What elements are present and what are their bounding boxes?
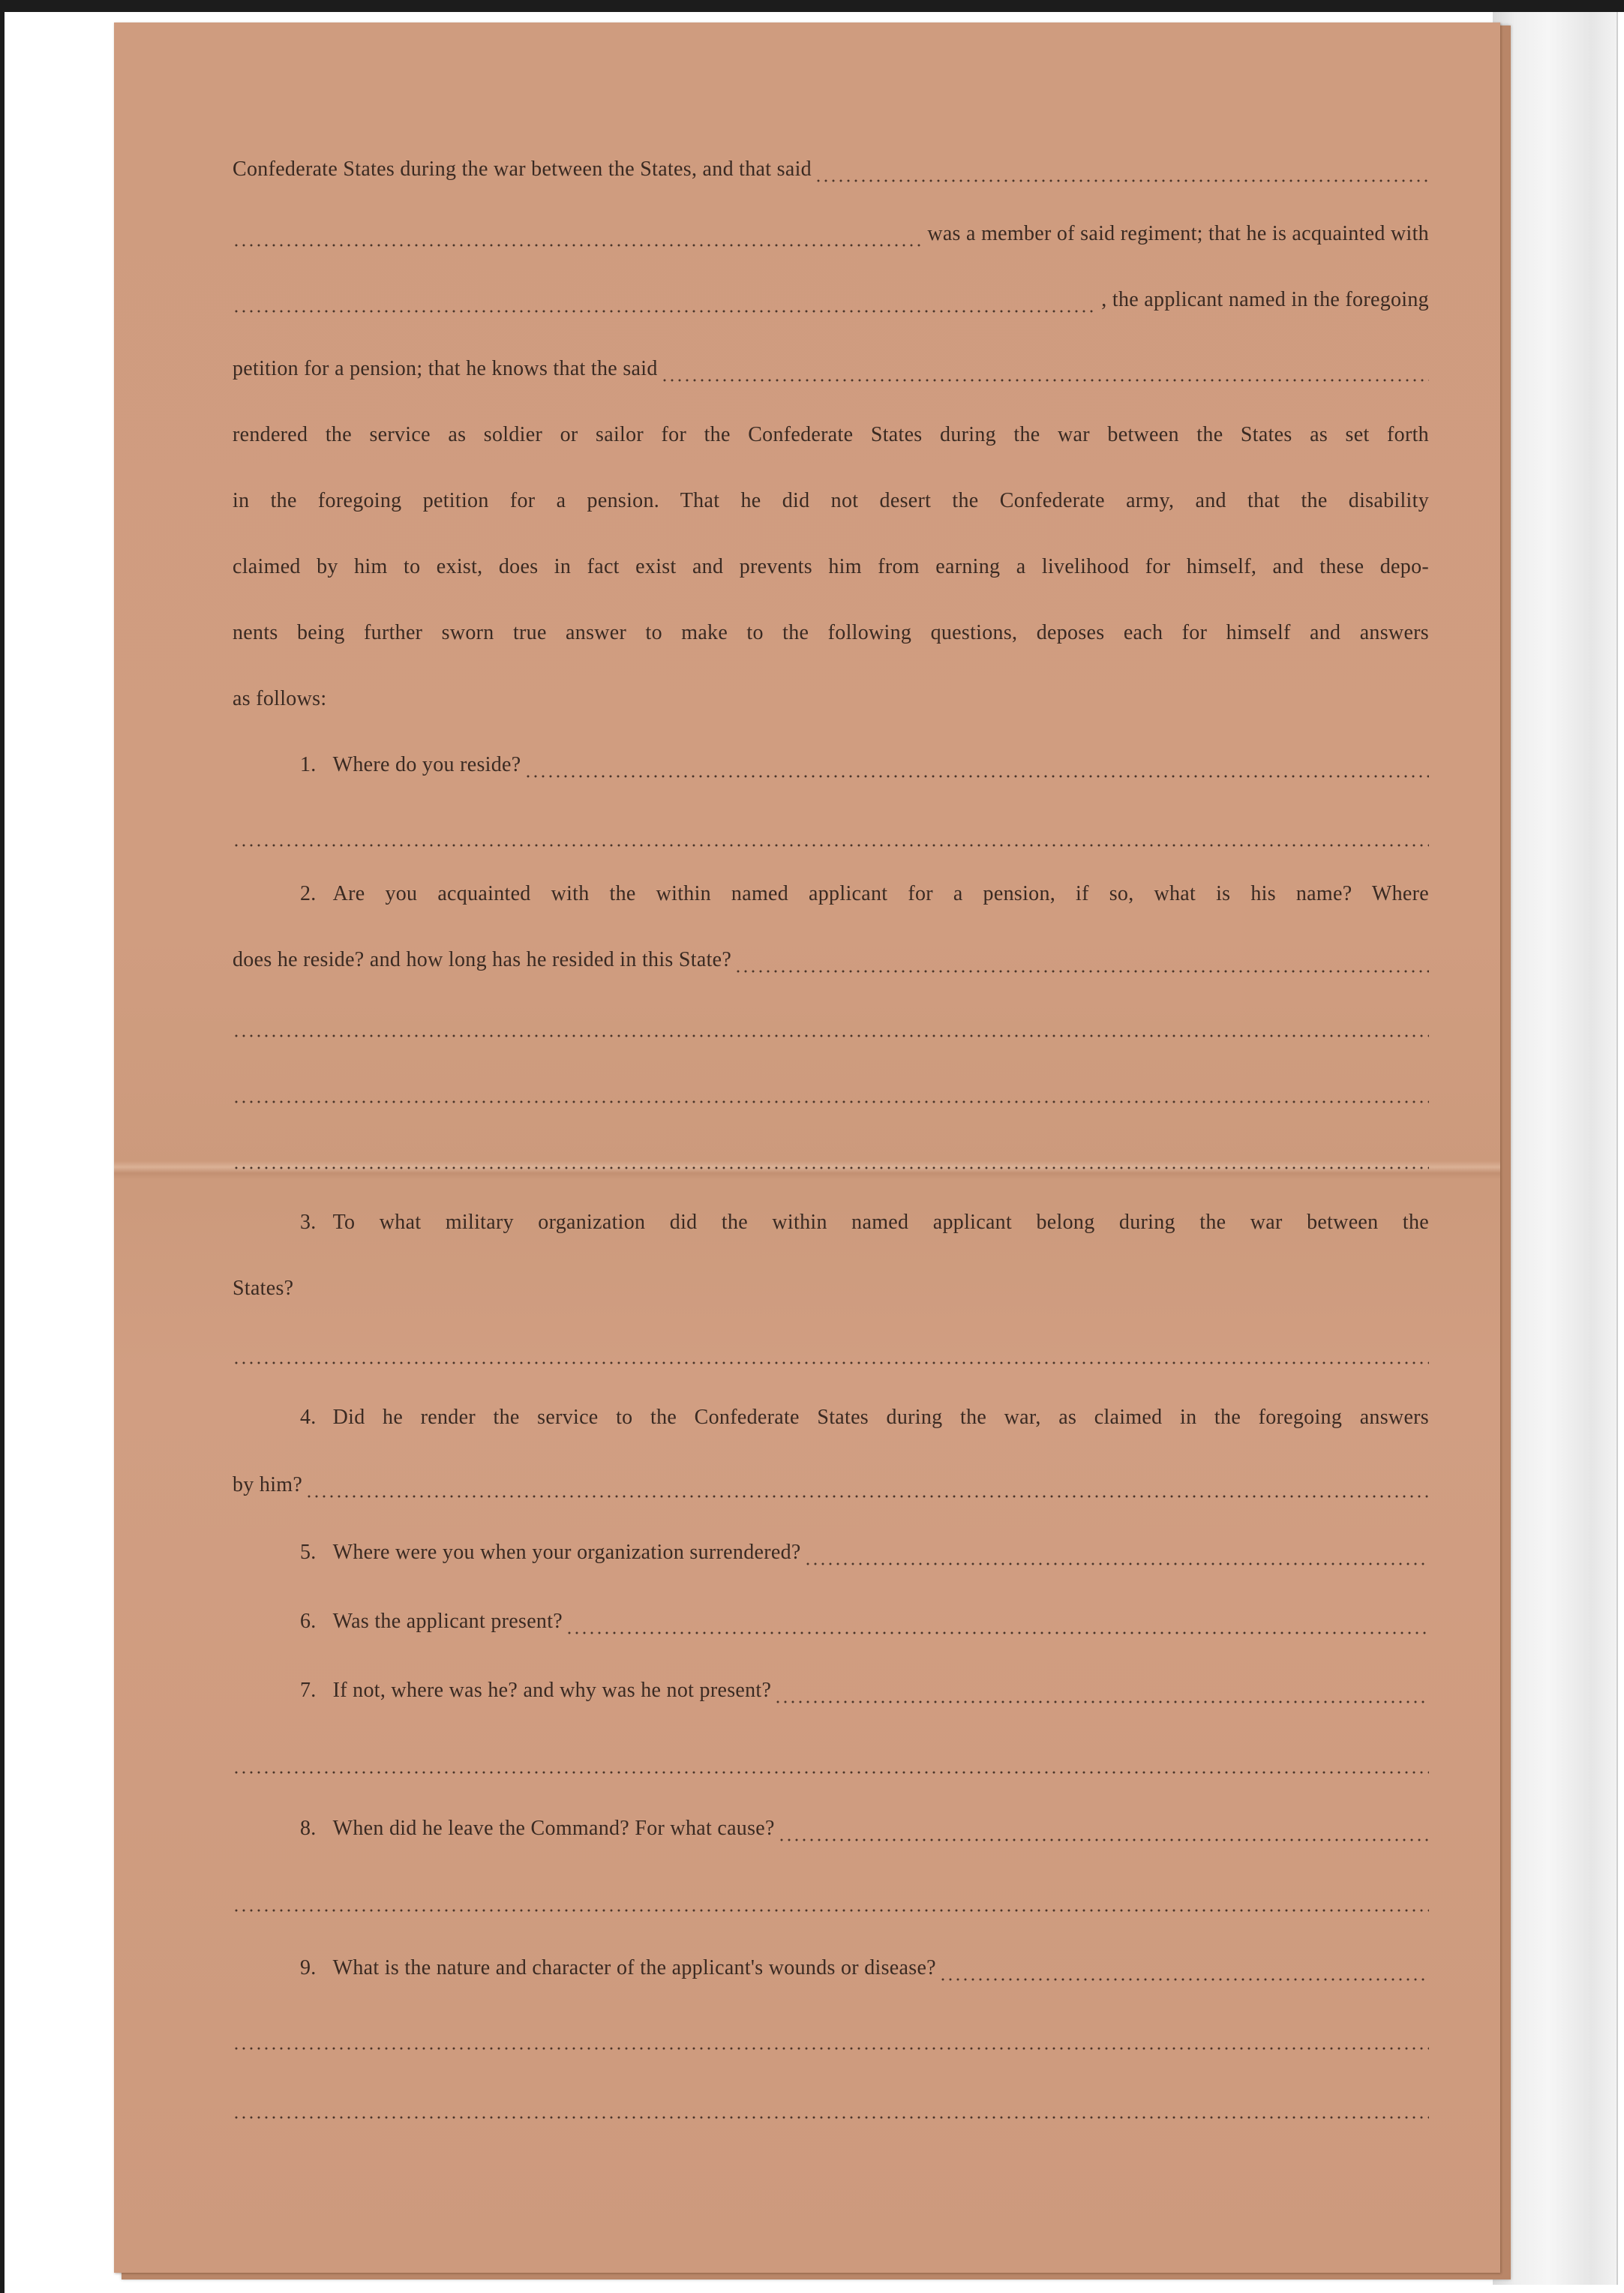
question-3-continued: [233, 1277, 1429, 1310]
answer-blank[interactable]: [233, 2046, 1429, 2051]
affidavit-line-9: [233, 687, 1429, 720]
question-number: 3.: [300, 1211, 317, 1234]
affidavit-text: rendered the service as soldier or sailor for the Confederate States during the war between the States as set forth: [233, 423, 1429, 446]
answer-blank[interactable]: [233, 1034, 1429, 1038]
answer-blank[interactable]: [778, 1838, 1429, 1842]
question-4: [300, 1406, 1429, 1439]
answer-blank[interactable]: [233, 1770, 1429, 1775]
question-text: by him?: [233, 1473, 303, 1496]
answer-blank[interactable]: [804, 1562, 1429, 1566]
fill-in-blank-said-name[interactable]: [661, 378, 1429, 383]
question-6: [300, 1610, 1429, 1643]
affidavit-line-2: [233, 222, 1429, 255]
question-number: 6.: [300, 1610, 317, 1633]
question-text: Was the applicant present?: [332, 1610, 563, 1633]
answer-line: [233, 1145, 1429, 1178]
answer-blank[interactable]: [524, 774, 1430, 779]
question-9: [300, 1956, 1429, 1989]
answer-blank[interactable]: [774, 1700, 1429, 1704]
question-number: 4.: [300, 1406, 317, 1429]
answer-blank[interactable]: [566, 1631, 1429, 1635]
plastic-sleeve: [1493, 12, 1618, 2285]
answer-blank[interactable]: [233, 1908, 1429, 1913]
question-number: 1.: [300, 753, 317, 776]
question-text: When did he leave the Command? For what cause?: [332, 1817, 775, 1840]
affidavit-text: Confederate States during the war between the States, and that said: [233, 158, 812, 181]
question-number: 9.: [300, 1956, 317, 1979]
question-7: [300, 1679, 1429, 1712]
fill-in-blank-member-name[interactable]: [233, 243, 923, 248]
question-text: Where were you when your organization surrendered?: [332, 1541, 801, 1564]
affidavit-line-6: [233, 489, 1429, 522]
question-number: 8.: [300, 1817, 317, 1840]
answer-line: [233, 1079, 1429, 1112]
answer-line: [233, 822, 1429, 855]
question-8: [300, 1817, 1429, 1850]
affidavit-line-4: [233, 357, 1429, 390]
affidavit-text: petition for a pension; that he knows that the said: [233, 357, 658, 380]
answer-line: [233, 2094, 1429, 2127]
question-1: [300, 753, 1429, 786]
answer-blank[interactable]: [233, 2115, 1429, 2120]
answer-blank[interactable]: [233, 1100, 1429, 1104]
affidavit-text: nents being further sworn true answer to make to the following questions, deposes each for himself and answers: [233, 621, 1429, 644]
answer-blank[interactable]: [233, 1166, 1429, 1170]
question-2: [300, 882, 1429, 915]
question-number: 2.: [300, 882, 317, 905]
affidavit-text: in the foregoing petition for a pension. That he did not desert the Confederate army, and that the disability: [233, 489, 1429, 512]
question-text: What is the nature and character of the applicant's wounds or disease?: [332, 1956, 936, 1979]
answer-blank[interactable]: [734, 969, 1429, 974]
question-text: States?: [233, 1277, 294, 1300]
question-number: 7.: [300, 1679, 317, 1702]
affidavit-line-1: [233, 158, 1429, 191]
question-5: [300, 1541, 1429, 1574]
answer-blank[interactable]: [939, 1977, 1429, 1982]
affidavit-text: was a member of said regiment; that he is acquainted with: [927, 222, 1429, 245]
answer-line: [233, 1340, 1429, 1373]
answer-line: [233, 1887, 1429, 1920]
question-number: 5.: [300, 1541, 317, 1564]
affidavit-text: , the applicant named in the foregoing: [1101, 288, 1429, 311]
answer-line: [233, 1749, 1429, 1782]
question-text: Are you acquainted with the within named applicant for a pension, if so, what is his name? Where: [332, 882, 1429, 905]
question-text: Where do you reside?: [332, 753, 521, 776]
answer-line: [233, 1013, 1429, 1046]
scanner-top-edge: [0, 0, 1624, 12]
affidavit-text: claimed by him to exist, does in fact exist and prevents him from earning a livelihood for himself, and these depo-: [233, 555, 1429, 578]
fill-in-blank-applicant-name[interactable]: [233, 309, 1097, 314]
fill-in-blank-soldier-name[interactable]: [815, 179, 1429, 183]
affidavit-line-8: [233, 621, 1429, 654]
scanner-left-edge: [0, 0, 5, 2293]
question-4-continued: [233, 1473, 1429, 1506]
answer-blank[interactable]: [305, 1494, 1429, 1499]
answer-blank[interactable]: [233, 1361, 1429, 1365]
answer-line: [233, 2025, 1429, 2058]
affidavit-line-3: [233, 288, 1429, 321]
question-text: Did he render the service to the Confederate States during the war, as claimed in the foregoing answers: [332, 1406, 1429, 1429]
question-text: does he reside? and how long has he resided in this State?: [233, 948, 732, 971]
question-text: To what military organization did the within named applicant belong during the war between the: [332, 1211, 1429, 1234]
affidavit-line-5: [233, 423, 1429, 456]
question-text: If not, where was he? and why was he not present?: [332, 1679, 772, 1702]
affidavit-line-7: [233, 555, 1429, 588]
affidavit-text: as follows:: [233, 687, 327, 710]
answer-blank[interactable]: [233, 843, 1429, 848]
question-3: [300, 1211, 1429, 1244]
question-2-continued: [233, 948, 1429, 981]
